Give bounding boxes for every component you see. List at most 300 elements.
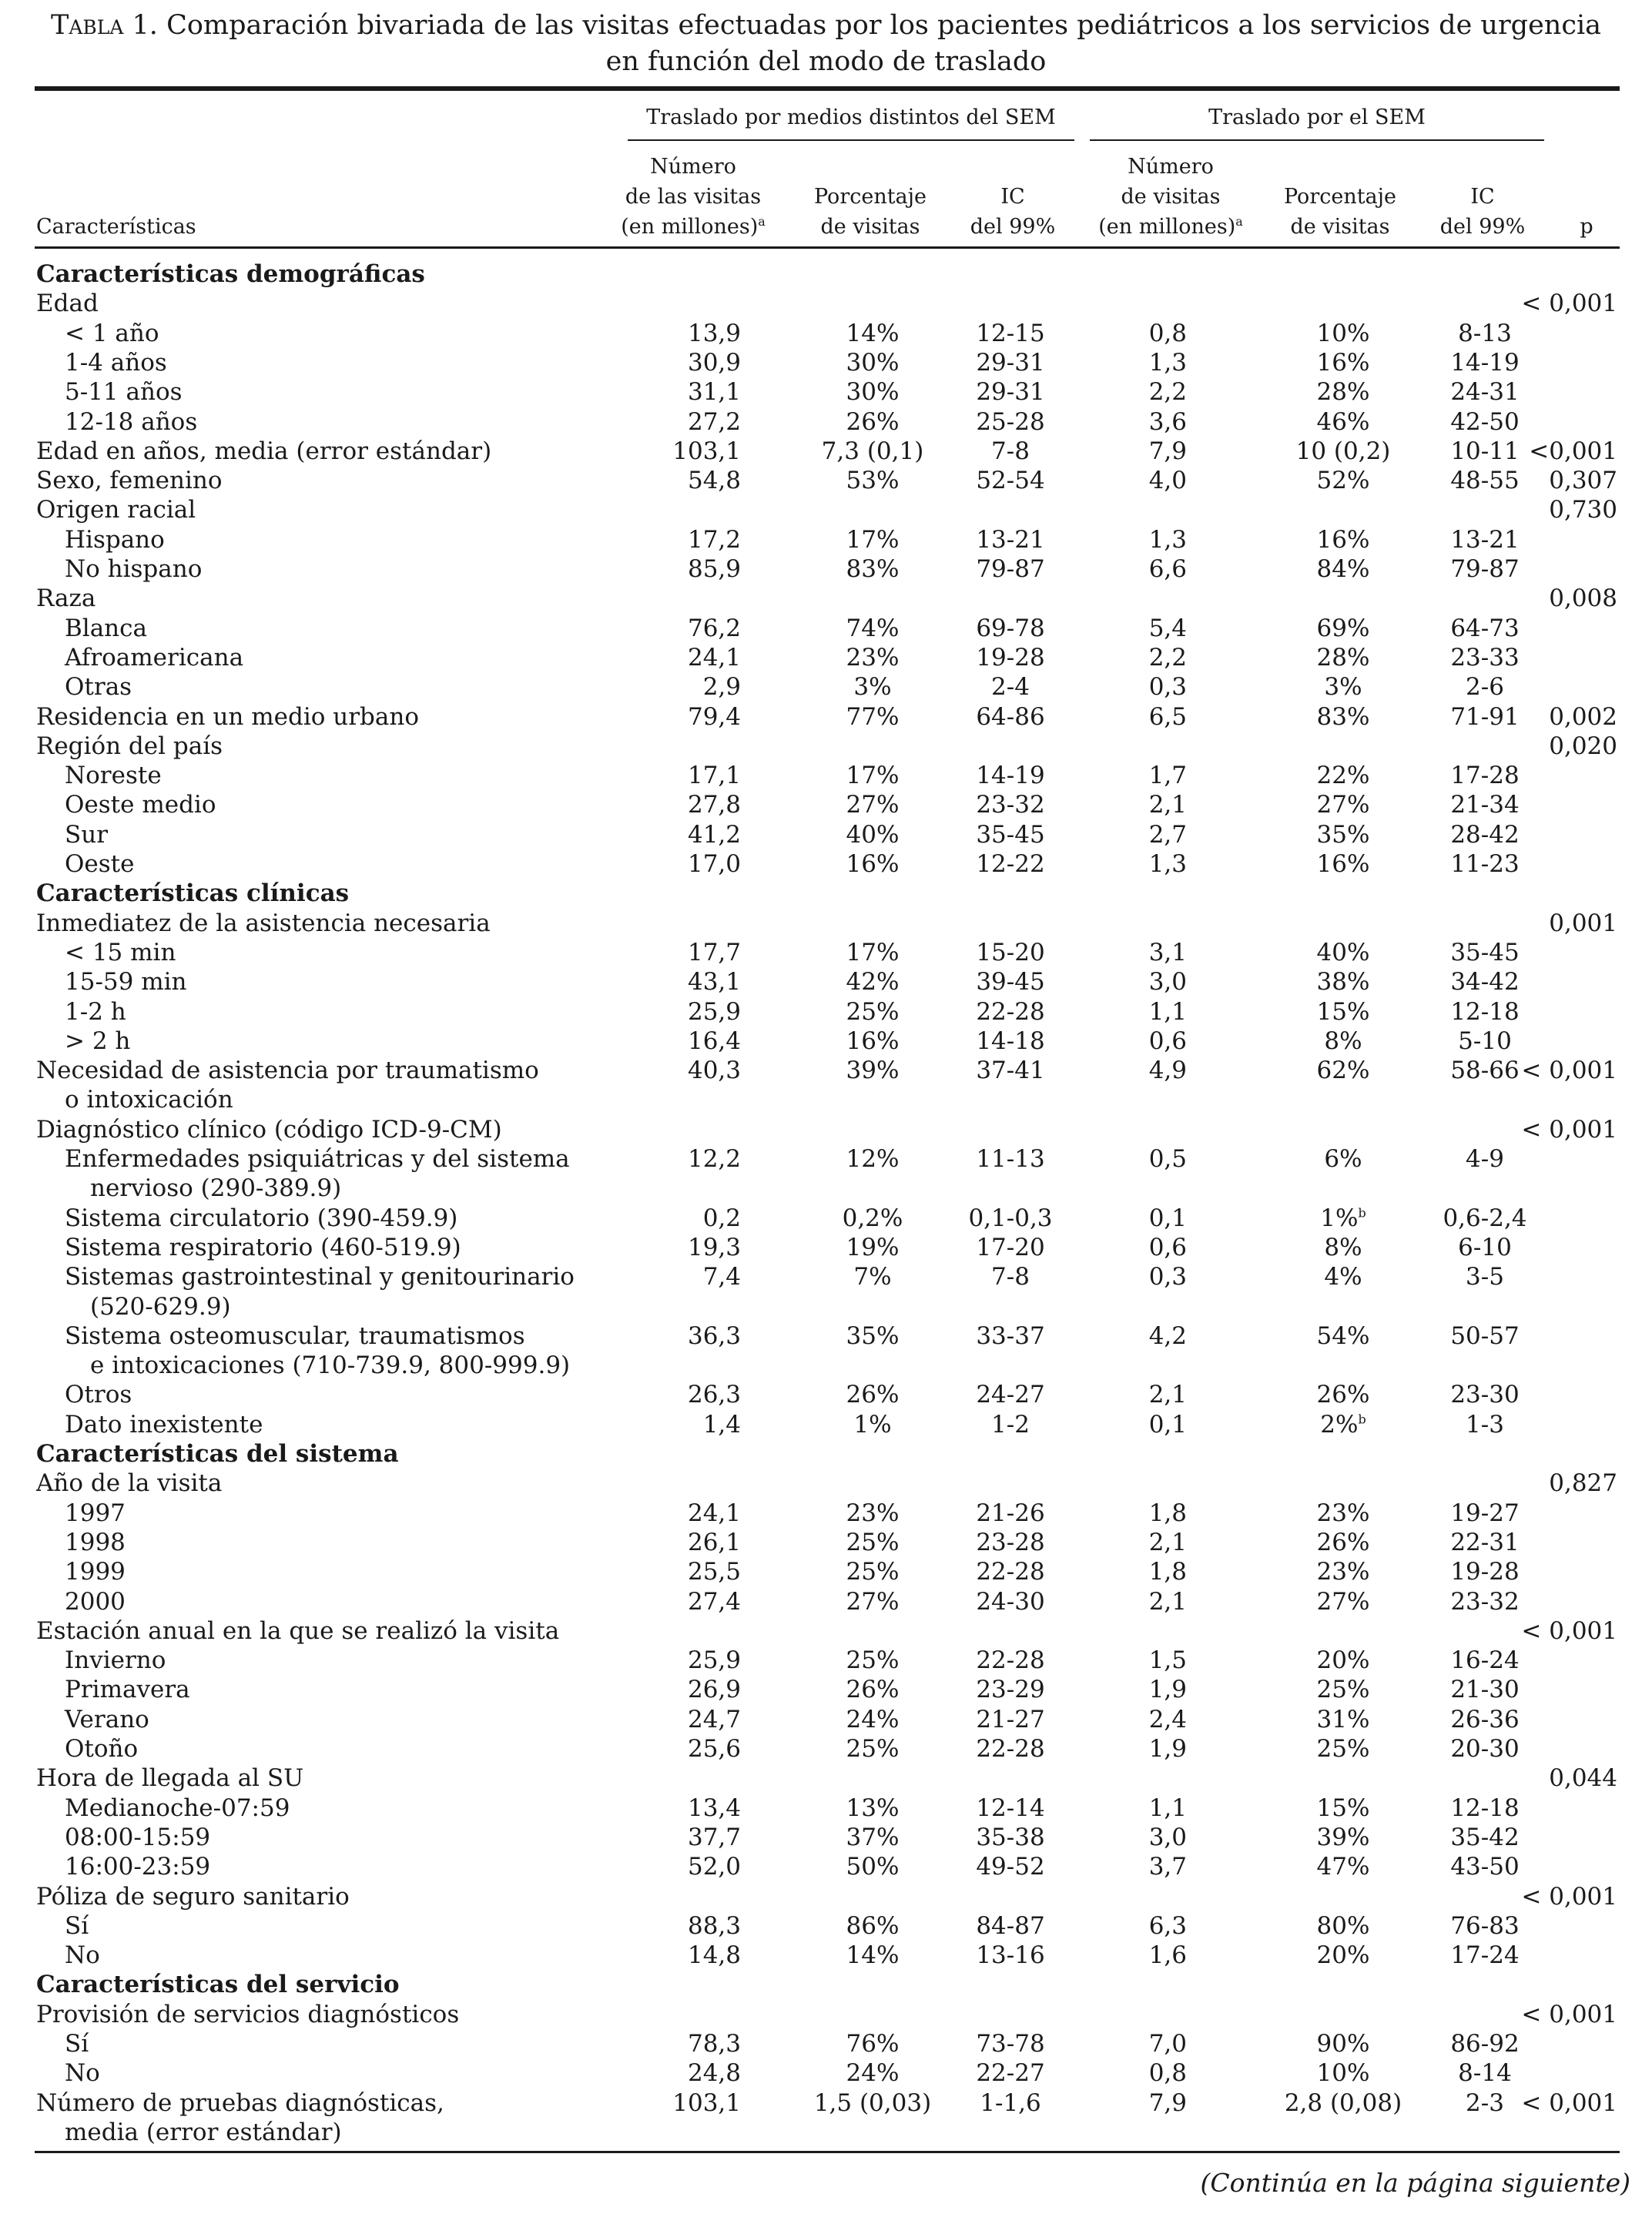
cell-visits-non-sem: 41,2 (687, 820, 741, 849)
cell-visits-sem: 0,6 (1148, 1027, 1187, 1055)
cell-visits-sem: 1,3 (1148, 850, 1187, 878)
cell-ci-sem: 12-18 (1450, 997, 1520, 1026)
cell-pct-sem: 6% (1324, 1145, 1362, 1173)
cell-visits-sem: 2,1 (1148, 1587, 1187, 1616)
cell-ci-sem: 16-24 (1450, 1646, 1520, 1675)
cell-p-value: 0,002 (1549, 702, 1617, 731)
cell-ci-non-sem: 79-87 (976, 555, 1045, 583)
row-label: No hispano (65, 555, 203, 583)
cell-ci-sem: 34-42 (1450, 968, 1520, 996)
cell-ci-non-sem: 22-28 (976, 1735, 1045, 1763)
row-label: > 2 h (65, 1027, 131, 1055)
cell-pct-non-sem: 17% (846, 938, 900, 966)
cell-pct-sem: 40% (1316, 938, 1370, 966)
cell-visits-non-sem: 13,4 (687, 1794, 741, 1822)
cell-ci-sem: 23-32 (1450, 1587, 1520, 1616)
cell-ci-sem: 5-10 (1458, 1027, 1512, 1055)
cell-pct-sem: 16% (1316, 525, 1370, 554)
cell-pct-non-sem: 1% (853, 1410, 892, 1439)
cell-pct-non-sem: 16% (846, 850, 900, 878)
cell-pct-non-sem: 12% (846, 1145, 900, 1173)
cell-pct-sem: 54% (1316, 1321, 1370, 1350)
cell-pct-non-sem: 3% (853, 673, 892, 702)
cell-pct-sem: 22% (1316, 762, 1370, 790)
cell-pct-non-sem: 25% (846, 1646, 900, 1675)
row-label: Características del sistema (36, 1440, 399, 1468)
cell-pct-sem: 3% (1324, 673, 1362, 702)
cell-pct-sem: 52% (1316, 467, 1370, 495)
cell-visits-non-sem: 12,2 (687, 1145, 741, 1173)
cell-visits-non-sem: 24,1 (687, 643, 741, 672)
cell-ci-non-sem: 22-28 (976, 1646, 1045, 1675)
row-label: Características del servicio (36, 1971, 400, 1999)
cell-ci-non-sem: 37-41 (976, 1057, 1045, 1085)
row-label: < 15 min (65, 938, 176, 966)
cell-visits-non-sem: 13,9 (687, 319, 741, 347)
cell-pct-non-sem: 30% (846, 378, 900, 407)
cell-visits-non-sem: 24,1 (687, 1499, 741, 1527)
row-label: 1999 (65, 1558, 126, 1586)
col-header-visits-sem: Número de visitas (en millones)$^a$ (1098, 155, 1243, 239)
cell-pct-sem: 38% (1316, 968, 1370, 996)
row-label: Sistema circulatorio (390-459.9) (65, 1204, 458, 1232)
cell-p-value: 0,827 (1549, 1469, 1617, 1498)
cell-ci-non-sem: 69-78 (976, 614, 1045, 642)
cell-ci-non-sem: 22-28 (976, 997, 1045, 1026)
cell-ci-non-sem: 24-27 (976, 1381, 1045, 1409)
cell-ci-sem: 14-19 (1450, 348, 1520, 377)
cell-pct-sem: 25% (1316, 1735, 1370, 1763)
cell-visits-non-sem: 26,9 (687, 1676, 741, 1704)
cell-pct-sem: 26% (1316, 1381, 1370, 1409)
cell-ci-sem: 19-28 (1450, 1558, 1520, 1586)
row-label: Sistemas gastrointestinal y genitourinario (65, 1263, 575, 1291)
row-label: < 1 año (65, 319, 159, 347)
cell-visits-sem: 0,1 (1148, 1410, 1187, 1439)
cell-visits-non-sem: 76,2 (687, 614, 741, 642)
cell-ci-non-sem: 12-14 (976, 1794, 1045, 1822)
cell-pct-sem: 84% (1316, 555, 1370, 583)
cell-visits-sem: 1,3 (1148, 525, 1187, 554)
cell-visits-sem: 7,9 (1148, 2088, 1187, 2117)
cell-ci-non-sem: 22-27 (976, 2059, 1045, 2088)
cell-ci-sem: 0,6-2,4 (1443, 1204, 1527, 1232)
cell-pct-sem: 16% (1316, 850, 1370, 878)
cell-visits-non-sem: 31,1 (687, 378, 741, 407)
cell-visits-sem: 0,3 (1148, 673, 1187, 702)
row-label: 12-18 años (65, 407, 198, 436)
cell-p-value: <0,001 (1529, 437, 1617, 465)
cell-visits-non-sem: 24,7 (687, 1705, 741, 1733)
cell-pct-sem: 8% (1324, 1027, 1362, 1055)
row-label: Raza (36, 584, 96, 613)
cell-pct-non-sem: 86% (846, 1911, 900, 1940)
cell-ci-sem: 10-11 (1450, 437, 1520, 465)
cell-ci-non-sem: 1-1,6 (980, 2088, 1041, 2117)
cell-pct-sem: 2,8 (0,08) (1284, 2088, 1402, 2117)
cell-ci-sem: 17-24 (1450, 1941, 1520, 1970)
cell-visits-non-sem: 52,0 (687, 1853, 741, 1881)
cell-ci-non-sem: 64-86 (976, 702, 1045, 731)
cell-ci-sem: 24-31 (1450, 378, 1520, 407)
cell-ci-non-sem: 11-13 (976, 1145, 1045, 1173)
cell-ci-non-sem: 23-29 (976, 1676, 1045, 1704)
cell-visits-sem: 1,3 (1148, 348, 1187, 377)
cell-pct-non-sem: 42% (846, 968, 900, 996)
cell-p-value: 0,020 (1549, 732, 1617, 760)
cell-p-value: 0,001 (1549, 909, 1617, 937)
cell-pct-sem: 39% (1316, 1823, 1370, 1851)
cell-ci-sem: 79-87 (1450, 555, 1520, 583)
cell-ci-non-sem: 24-30 (976, 1587, 1045, 1616)
cell-pct-non-sem: 19% (846, 1233, 900, 1261)
cell-pct-non-sem: 74% (846, 614, 900, 642)
table-title: Comparación bivariada de las visitas efectuadas por los pacientes pediátricos a los servicios de urgencia en función del modo de traslado (166, 10, 1602, 77)
row-label: Sí (65, 2030, 89, 2058)
row-label: 1-2 h (65, 997, 126, 1026)
cell-pct-non-sem: 77% (846, 702, 900, 731)
cell-pct-non-sem: 23% (846, 643, 900, 672)
cell-pct-sem: 46% (1316, 407, 1370, 436)
cell-visits-non-sem: 103,1 (672, 2088, 741, 2117)
row-label: Otoño (65, 1735, 139, 1763)
cell-pct-non-sem: 26% (846, 1381, 900, 1409)
cell-ci-non-sem: 52-54 (976, 467, 1045, 495)
cell-ci-non-sem: 21-26 (976, 1499, 1045, 1527)
row-label: Origen racial (36, 496, 196, 524)
footnote-b-marker: b (1358, 1205, 1366, 1221)
cell-p-value: < 0,001 (1521, 1057, 1617, 1085)
footnote-a-marker: a (758, 214, 766, 229)
row-label: Oeste (65, 850, 135, 878)
cell-pct-sem: 20% (1316, 1941, 1370, 1970)
cell-ci-non-sem: 73-78 (976, 2030, 1045, 2058)
cell-ci-non-sem: 84-87 (976, 1911, 1045, 1940)
cell-pct-sem: 4% (1324, 1263, 1362, 1291)
cell-pct-sem: 10 (0,2) (1295, 437, 1391, 465)
cell-visits-non-sem: 17,1 (687, 762, 741, 790)
row-label: Sí (65, 1911, 89, 1940)
row-label: Hora de llegada al SU (36, 1764, 304, 1793)
cell-ci-sem: 6-10 (1458, 1233, 1512, 1261)
cell-p-value: 0,044 (1549, 1764, 1617, 1793)
row-label: Edad (36, 290, 99, 318)
cell-pct-sem: 69% (1316, 614, 1370, 642)
cell-pct-non-sem: 17% (846, 762, 900, 790)
cell-visits-sem: 2,1 (1148, 1381, 1187, 1409)
cell-visits-non-sem: 30,9 (687, 348, 741, 377)
cell-ci-non-sem: 12-22 (976, 850, 1045, 878)
cell-ci-sem: 1-3 (1466, 1410, 1504, 1439)
cell-ci-sem: 23-33 (1450, 643, 1520, 672)
cell-visits-sem: 4,2 (1148, 1321, 1187, 1350)
cell-pct-non-sem: 27% (846, 1587, 900, 1616)
cell-visits-sem: 0,8 (1148, 319, 1187, 347)
row-label: Sexo, femenino (36, 467, 223, 495)
cell-ci-sem: 64-73 (1450, 614, 1520, 642)
cell-ci-sem: 22-31 (1450, 1528, 1520, 1556)
cell-pct-non-sem: 7,3 (0,1) (821, 437, 924, 465)
row-label: Enfermedades psiquiátricas y del sistema (65, 1145, 570, 1173)
group-underline-non-sem (628, 139, 1074, 141)
group-header-non-sem: Traslado por medios distintos del SEM (646, 106, 1056, 129)
col-header-pct-non-sem: Porcentaje de visitas (813, 185, 927, 239)
top-rule (35, 86, 1620, 91)
cell-ci-sem: 76-83 (1450, 1911, 1520, 1940)
bottom-rule (35, 2151, 1620, 2153)
cell-pct-sem: 10% (1316, 2059, 1370, 2088)
cell-pct-sem: 8% (1324, 1233, 1362, 1261)
row-label: 1997 (65, 1499, 126, 1527)
cell-visits-non-sem: 2,9 (702, 673, 741, 702)
cell-ci-sem: 58-66 (1450, 1057, 1520, 1085)
row-label: e intoxicaciones (710-739.9, 800-999.9) (90, 1352, 571, 1380)
cell-pct-sem: 23% (1316, 1558, 1370, 1586)
cell-ci-sem: 11-23 (1450, 850, 1520, 878)
row-label: Edad en años, media (error estándar) (36, 437, 492, 465)
cell-pct-non-sem: 53% (846, 467, 900, 495)
cell-p-value: 0,730 (1549, 496, 1617, 524)
row-label: Otros (65, 1381, 132, 1409)
cell-visits-sem: 1,9 (1148, 1676, 1187, 1704)
cell-visits-sem: 1,7 (1148, 762, 1187, 790)
cell-ci-non-sem: 7-8 (991, 1263, 1030, 1291)
cell-pct-sem: 62% (1316, 1057, 1370, 1085)
cell-visits-non-sem: 17,2 (687, 525, 741, 554)
cell-pct-non-sem: 50% (846, 1853, 900, 1881)
cell-p-value: < 0,001 (1521, 1616, 1617, 1645)
row-label: Sistema respiratorio (460-519.9) (65, 1233, 461, 1261)
cell-ci-sem: 17-28 (1450, 762, 1520, 790)
cell-p-value: < 0,001 (1521, 1882, 1617, 1911)
cell-pct-non-sem: 76% (846, 2030, 900, 2058)
row-label: 16:00-23:59 (65, 1853, 211, 1881)
cell-ci-sem: 8-14 (1458, 2059, 1512, 2088)
cell-visits-sem: 6,5 (1148, 702, 1187, 731)
cell-pct-non-sem: 14% (846, 319, 900, 347)
cell-visits-sem: 3,6 (1148, 407, 1187, 436)
row-label: Características clínicas (36, 879, 350, 908)
cell-visits-non-sem: 43,1 (687, 968, 741, 996)
cell-pct-non-sem: 40% (846, 820, 900, 849)
cell-pct-non-sem: 17% (846, 525, 900, 554)
col-header-p: p (1580, 215, 1593, 239)
cell-ci-sem: 71-91 (1450, 702, 1520, 731)
cell-visits-sem: 6,6 (1148, 555, 1187, 583)
cell-ci-non-sem: 39-45 (976, 968, 1045, 996)
cell-pct-sem: 20% (1316, 1646, 1370, 1675)
cell-p-value: < 0,001 (1521, 290, 1617, 318)
cell-p-value: < 0,001 (1521, 2088, 1617, 2117)
cell-visits-non-sem: 17,7 (687, 938, 741, 966)
cell-visits-sem: 2,1 (1148, 1528, 1187, 1556)
row-label: Póliza de seguro sanitario (36, 1882, 350, 1911)
row-label: 1-4 años (65, 348, 167, 377)
cell-visits-non-sem: 16,4 (687, 1027, 741, 1055)
cell-pct-sem: 47% (1316, 1853, 1370, 1881)
cell-pct-sem: 16% (1316, 348, 1370, 377)
row-label: Diagnóstico clínico (código ICD-9-CM) (36, 1115, 502, 1144)
cell-ci-sem: 21-34 (1450, 791, 1520, 819)
cell-ci-sem: 3-5 (1466, 1263, 1504, 1291)
cell-pct-non-sem: 35% (846, 1321, 900, 1350)
cell-visits-sem: 0,1 (1148, 1204, 1187, 1232)
col-header-ci-non-sem: IC del 99% (970, 185, 1056, 239)
row-label: Número de pruebas diagnósticas, (36, 2088, 444, 2117)
row-label: nervioso (290-389.9) (90, 1174, 342, 1203)
cell-ci-non-sem: 7-8 (991, 437, 1030, 465)
cell-visits-non-sem: 25,9 (687, 997, 741, 1026)
cell-pct-sem: 28% (1316, 378, 1370, 407)
cell-visits-non-sem: 54,8 (687, 467, 741, 495)
cell-ci-non-sem: 49-52 (976, 1853, 1045, 1881)
col-header-visits-non-sem: Número de las visitas (en millones)$^a$ (621, 155, 766, 239)
cell-ci-sem: 23-30 (1450, 1381, 1520, 1409)
cell-pct-sem: 15% (1316, 1794, 1370, 1822)
cell-pct-non-sem: 39% (846, 1057, 900, 1085)
row-label: o intoxicación (65, 1086, 233, 1114)
cell-pct-sem: 15% (1316, 997, 1370, 1026)
footnote-a-marker: a (1235, 214, 1243, 229)
cell-ci-sem: 19-27 (1450, 1499, 1520, 1527)
cell-ci-sem: 28-42 (1450, 820, 1520, 849)
row-label: 15-59 min (65, 968, 187, 996)
group-underline-sem (1090, 139, 1544, 141)
cell-pct-non-sem: 16% (846, 1027, 900, 1055)
cell-pct-sem: 27% (1316, 791, 1370, 819)
cell-pct-sem: 2%$^b$ (1320, 1410, 1366, 1439)
row-label: Inmediatez de la asistencia necesaria (36, 909, 491, 937)
cell-visits-non-sem: 78,3 (687, 2030, 741, 2058)
cell-visits-non-sem: 27,8 (687, 791, 741, 819)
group-header-sem: Traslado por el SEM (1208, 106, 1426, 129)
cell-ci-non-sem: 22-28 (976, 1558, 1045, 1586)
cell-visits-non-sem: 27,2 (687, 407, 741, 436)
cell-p-value: < 0,001 (1521, 1115, 1617, 1144)
cell-visits-non-sem: 7,4 (702, 1263, 741, 1291)
cell-ci-sem: 13-21 (1450, 525, 1520, 554)
cell-visits-non-sem: 17,0 (687, 850, 741, 878)
cell-ci-non-sem: 13-21 (976, 525, 1045, 554)
cell-p-value: 0,307 (1549, 467, 1617, 495)
cell-visits-sem: 7,9 (1148, 437, 1187, 465)
cell-visits-non-sem: 19,3 (687, 1233, 741, 1261)
cell-ci-non-sem: 35-38 (976, 1823, 1045, 1851)
cell-ci-sem: 8-13 (1458, 319, 1512, 347)
footnote-b-marker: b (1358, 1412, 1366, 1427)
cell-ci-non-sem: 29-31 (976, 348, 1045, 377)
row-label: Dato inexistente (65, 1410, 263, 1439)
row-label: Medianoche-07:59 (65, 1794, 290, 1822)
cell-pct-non-sem: 27% (846, 791, 900, 819)
cell-ci-non-sem: 1-2 (991, 1410, 1030, 1439)
cell-pct-sem: 27% (1316, 1587, 1370, 1616)
cell-pct-sem: 26% (1316, 1528, 1370, 1556)
cell-ci-non-sem: 35-45 (976, 820, 1045, 849)
row-label: No (65, 2059, 100, 2088)
col-header-characteristics: Características (36, 215, 196, 239)
cell-visits-sem: 2,2 (1148, 643, 1187, 672)
cell-ci-sem: 35-42 (1450, 1823, 1520, 1851)
cell-visits-sem: 1,5 (1148, 1646, 1187, 1675)
row-label: Sistema osteomuscular, traumatismos (65, 1321, 525, 1350)
continuation-note: (Continúa en la página siguiente) (1200, 2168, 1630, 2198)
cell-visits-non-sem: 25,9 (687, 1646, 741, 1675)
cell-visits-non-sem: 37,7 (687, 1823, 741, 1851)
row-label: Provisión de servicios diagnósticos (36, 2000, 460, 2028)
cell-visits-sem: 1,9 (1148, 1735, 1187, 1763)
row-label: Estación anual en la que se realizó la visita (36, 1616, 560, 1645)
cell-visits-sem: 1,1 (1148, 1794, 1187, 1822)
cell-ci-sem: 48-55 (1450, 467, 1520, 495)
cell-visits-sem: 2,4 (1148, 1705, 1187, 1733)
cell-ci-non-sem: 0,1-0,3 (968, 1204, 1053, 1232)
row-label: Blanca (65, 614, 147, 642)
cell-pct-non-sem: 25% (846, 1735, 900, 1763)
cell-ci-sem: 2-3 (1466, 2088, 1504, 2117)
cell-ci-non-sem: 2-4 (991, 673, 1030, 702)
cell-visits-non-sem: 0,2 (702, 1204, 741, 1232)
cell-ci-non-sem: 29-31 (976, 378, 1045, 407)
row-label: Invierno (65, 1646, 166, 1675)
cell-pct-sem: 28% (1316, 643, 1370, 672)
row-label: Características demográficas (36, 260, 425, 288)
cell-pct-sem: 10% (1316, 319, 1370, 347)
cell-ci-non-sem: 25-28 (976, 407, 1045, 436)
cell-pct-sem: 80% (1316, 1911, 1370, 1940)
cell-pct-non-sem: 25% (846, 1528, 900, 1556)
cell-pct-sem: 83% (1316, 702, 1370, 731)
cell-visits-sem: 1,8 (1148, 1558, 1187, 1586)
cell-visits-sem: 1,6 (1148, 1941, 1187, 1970)
col-header-pct-sem: Porcentaje de visitas (1283, 185, 1397, 239)
cell-ci-non-sem: 14-18 (976, 1027, 1045, 1055)
cell-ci-sem: 43-50 (1450, 1853, 1520, 1881)
cell-pct-sem: 25% (1316, 1676, 1370, 1704)
cell-visits-sem: 6,3 (1148, 1911, 1187, 1940)
cell-ci-non-sem: 12-15 (976, 319, 1045, 347)
cell-visits-non-sem: 88,3 (687, 1911, 741, 1940)
cell-ci-non-sem: 15-20 (976, 938, 1045, 966)
cell-pct-sem: 90% (1316, 2030, 1370, 2058)
cell-visits-sem: 2,7 (1148, 820, 1187, 849)
cell-ci-sem: 42-50 (1450, 407, 1520, 436)
cell-ci-non-sem: 19-28 (976, 643, 1045, 672)
row-label: Otras (65, 673, 132, 702)
row-label: Noreste (65, 762, 162, 790)
cell-visits-non-sem: 14,8 (687, 1941, 741, 1970)
cell-ci-sem: 20-30 (1450, 1735, 1520, 1763)
cell-visits-sem: 3,0 (1148, 1823, 1187, 1851)
row-label: Afroamericana (65, 643, 244, 672)
cell-visits-non-sem: 25,5 (687, 1558, 741, 1586)
cell-visits-non-sem: 40,3 (687, 1057, 741, 1085)
cell-visits-sem: 0,5 (1148, 1145, 1187, 1173)
cell-visits-sem: 0,3 (1148, 1263, 1187, 1291)
cell-visits-sem: 0,6 (1148, 1233, 1187, 1261)
cell-visits-sem: 7,0 (1148, 2030, 1187, 2058)
cell-pct-non-sem: 30% (846, 348, 900, 377)
cell-pct-non-sem: 26% (846, 407, 900, 436)
cell-visits-non-sem: 103,1 (672, 437, 741, 465)
cell-pct-non-sem: 14% (846, 1941, 900, 1970)
cell-ci-sem: 35-45 (1450, 938, 1520, 966)
cell-p-value: < 0,001 (1521, 2000, 1617, 2028)
cell-pct-sem: 23% (1316, 1499, 1370, 1527)
cell-visits-sem: 1,1 (1148, 997, 1187, 1026)
col-header-ci-sem: IC del 99% (1439, 185, 1526, 239)
row-label: Primavera (65, 1676, 190, 1704)
